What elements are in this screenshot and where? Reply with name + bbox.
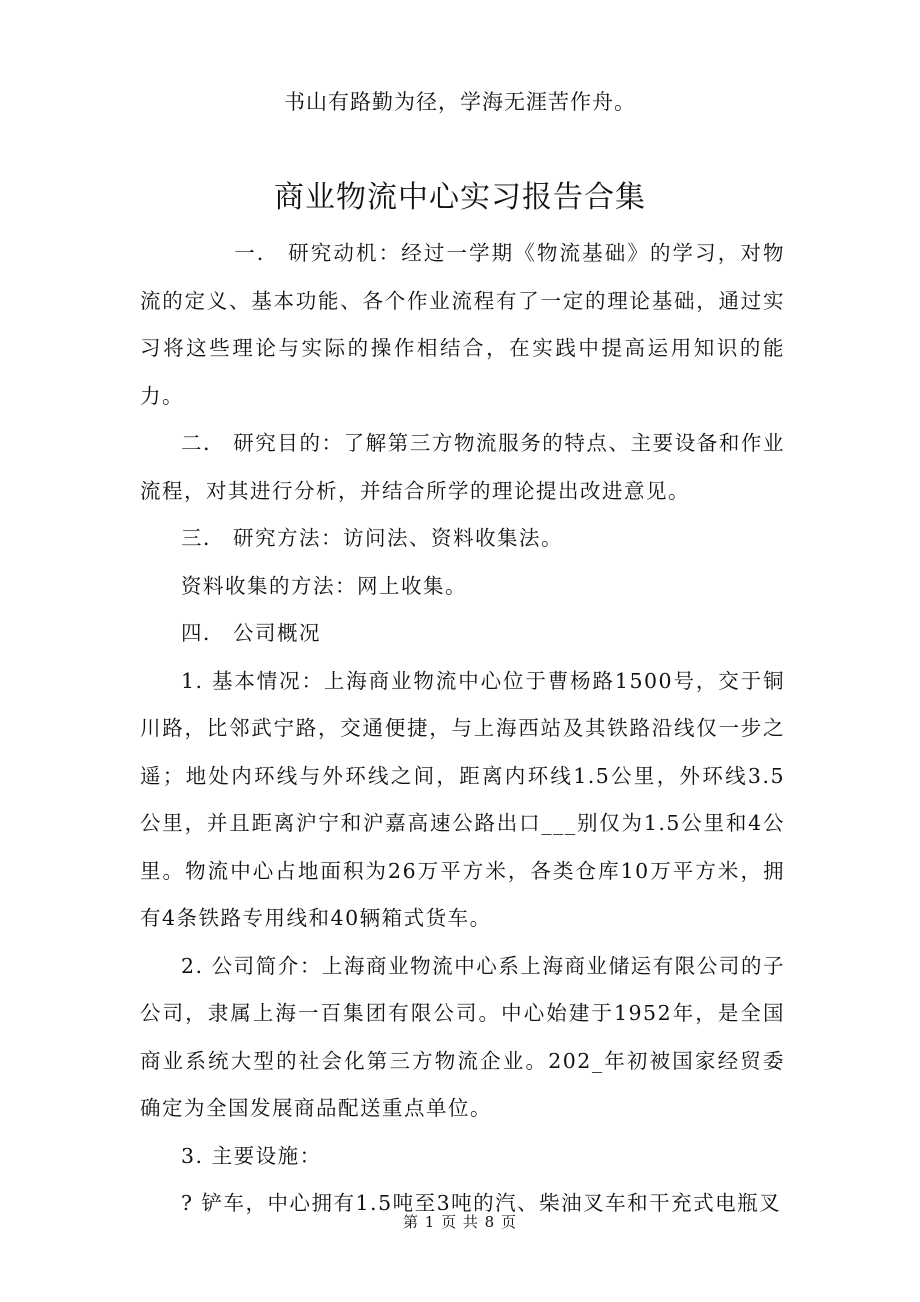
paragraph-main-facilities: 3. 主要设施： [181,1143,322,1168]
paragraph-forklift: ? 铲车，中心拥有1.5吨至3吨的汽、柴油叉车和干充式电瓶叉 [181,1191,782,1215]
paragraph-company-intro: 2. 公司简介：上海商业物流中心系上海商业储运有限公司的子公司，隶属上海一百集团有限公司。中心始建于1952年，是全国商业系统大型的社会化第三方物流企业。202_年初被国家经贸委确定为全国发展商品配送重点单位。 [140,953,785,1120]
document-title: 商业物流中心实习报告合集 [274,180,646,215]
document-body [140,230,785,1228]
page-motto: 书山有路勤为径，学海无涯苦作舟。 [284,90,636,114]
paragraph-research-purpose: 二． 研究目的：了解第三方物流服务的特点、主要设备和作业流程，对其进行分析，并结合所学的理论提出改进意见。 [140,431,785,503]
paragraph-data-collection: 资料收集的方法：网上收集。 [181,573,467,598]
paragraph-research-motivation: 一． 研究动机：经过一学期《物流基础》的学习，对物流的定义、基本功能、各个作业流程有了一定的理论基础，通过实习将这些理论与实际的操作相结合，在实践中提高运用知识的能力。 [140,241,785,408]
page-indicator: 第 1 页 共 8 页 [403,1213,517,1231]
paragraph-company-overview-heading: 四． 公司概况 [181,621,322,645]
paragraph-basic-info: 1. 基本情况：上海商业物流中心位于曹杨路1500号，交于铜川路，比邻武宁路，交通便捷，与上海西站及其铁路沿线仅一步之遥；地处内环线与外环线之间，距离内环线1.5公里，外环线3.5公里，并且距离沪宁和沪嘉高速公路出口___别仅为1.5公里和4公里。物流中心占地面积为26万平方米，各类仓库10万平方米，拥有4条铁路专用线和40辆箱式货车。 [140,668,785,930]
paragraph-research-method: 三． 研究方法：访问法、资料收集法。 [181,526,564,550]
